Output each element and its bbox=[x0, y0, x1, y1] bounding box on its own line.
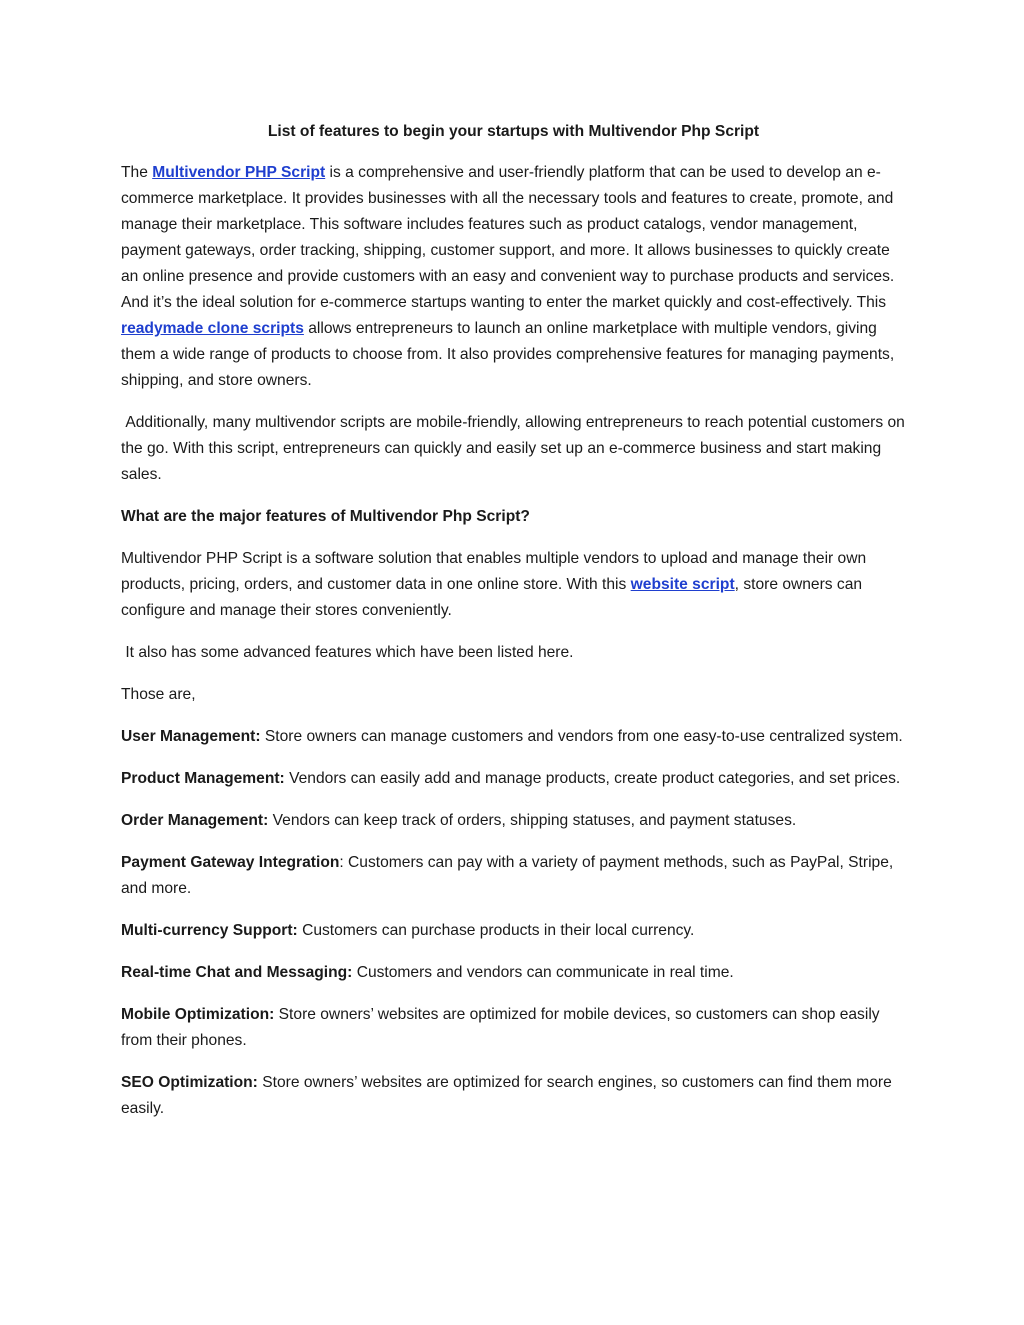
feature-item-user-management bbox=[121, 724, 906, 750]
feature-title: Product Management: bbox=[121, 770, 285, 787]
additional-paragraph: Additionally, many multivendor scripts are mobile-friendly, allowing entrepreneurs to reach potential customers on the go. With this script, entrepreneurs can quickly and easily set up an e-commerce business and start making sales. bbox=[121, 414, 910, 483]
document-page bbox=[121, 120, 910, 1138]
feature-title: SEO Optimization: bbox=[121, 1074, 258, 1091]
intro-paragraph bbox=[121, 160, 906, 394]
feature-item-order-management bbox=[121, 808, 906, 834]
those-are-paragraph: Those are, bbox=[121, 686, 196, 703]
feature-text: Customers can purchase products in their local currency. bbox=[297, 922, 695, 939]
website-script-link[interactable]: website script bbox=[630, 576, 735, 593]
description-paragraph bbox=[121, 546, 906, 624]
feature-text: Store owners’ websites are optimized for search engines, so customers can find them more easily. bbox=[121, 1074, 892, 1117]
feature-text: : Customers can pay with a variety of payment methods, such as PayPal, Stripe, and more. bbox=[121, 854, 894, 897]
feature-item-seo-optimization bbox=[121, 1070, 906, 1122]
intro-text-2: is a comprehensive and user-friendly platform that can be used to develop an e-commerce marketplace. It provides businesses with all the necessary tools and features to create, promote, and manage their marketplace. This software includes features such as product catalogs, vendor management, payment gateways, order tracking, shipping, customer support, and more. It allows businesses to quickly create an online presence and provide customers with an easy and convenient way to purchase products and services. And it’s the ideal solution for e-commerce startups wanting to enter the market quickly and cost-effectively. This bbox=[121, 164, 895, 311]
description-text-2: , store owners can configure and manage their stores conveniently. bbox=[121, 576, 863, 619]
feature-text: Vendors can easily add and manage products, create product categories, and set prices. bbox=[284, 770, 901, 787]
feature-item-mobile-optimization bbox=[121, 1002, 906, 1054]
document-title: List of features to begin your startups with Multivendor Php Script bbox=[267, 123, 760, 140]
multivendor-php-script-link[interactable]: Multivendor PHP Script bbox=[152, 164, 326, 181]
feature-item-real-time-chat bbox=[121, 960, 906, 986]
feature-text: Store owners can manage customers and vendors from one easy-to-use centralized system. bbox=[260, 728, 903, 745]
feature-text: Vendors can keep track of orders, shipping statuses, and payment statuses. bbox=[268, 812, 797, 829]
feature-item-product-management bbox=[121, 766, 906, 792]
feature-text: Store owners’ websites are optimized for mobile devices, so customers can shop easily from their phones. bbox=[121, 1006, 880, 1049]
description-text-1: Multivendor PHP Script is a software solution that enables multiple vendors to upload and manage their own products, pricing, orders, and customer data in one online store. With this bbox=[121, 550, 867, 593]
feature-title: Order Management: bbox=[121, 812, 269, 829]
feature-item-multi-currency bbox=[121, 918, 906, 944]
intro-text-3: allows entrepreneurs to launch an online marketplace with multiple vendors, giving them a wide range of products to choose from. It also provides comprehensive features for managing payments, shipping, and store owners. bbox=[121, 320, 895, 389]
readymade-clone-scripts-link[interactable]: readymade clone scripts bbox=[121, 320, 304, 337]
intro-text-1: The bbox=[121, 164, 153, 181]
feature-title: Mobile Optimization: bbox=[121, 1006, 275, 1023]
feature-text: Customers and vendors can communicate in real time. bbox=[352, 964, 734, 981]
features-subheading: What are the major features of Multivendor Php Script? bbox=[121, 508, 530, 525]
feature-title: User Management: bbox=[121, 728, 261, 745]
feature-title: Payment Gateway Integration bbox=[121, 854, 340, 871]
feature-title: Real-time Chat and Messaging: bbox=[121, 964, 353, 981]
advanced-features-paragraph: It also has some advanced features which have been listed here. bbox=[121, 644, 574, 661]
feature-item-payment-gateway bbox=[121, 850, 906, 902]
feature-title: Multi-currency Support: bbox=[121, 922, 298, 939]
